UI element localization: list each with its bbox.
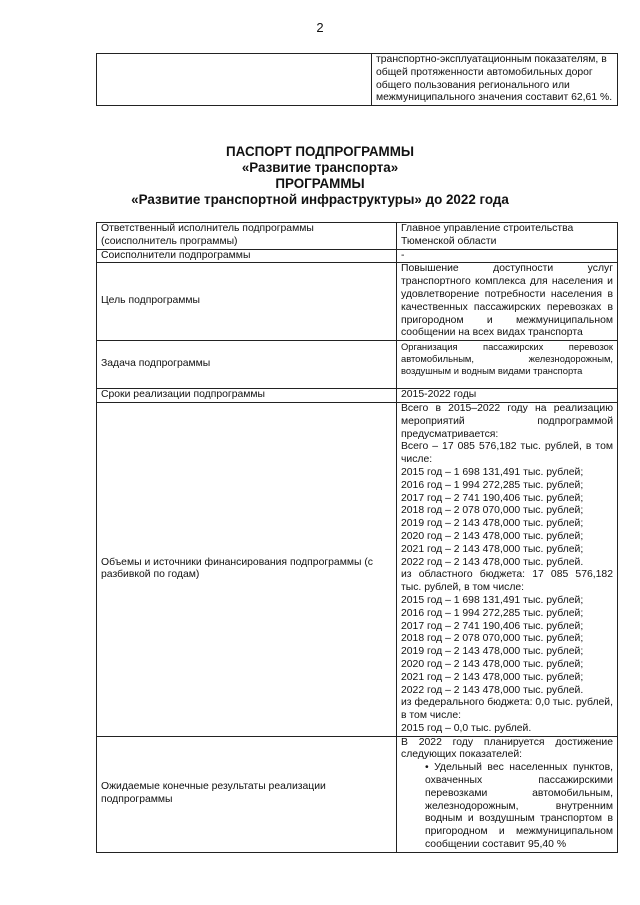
text-line: Тюменской области bbox=[401, 235, 497, 247]
funding-federal-year: 2015 год – 0,0 тыс. рублей. bbox=[401, 722, 532, 734]
text-line: общего пользования регионального или bbox=[376, 79, 570, 91]
table-row-coexecutors bbox=[97, 249, 618, 263]
funding-year-line: 2016 год – 1 994 272,285 тыс. рублей; bbox=[401, 607, 584, 619]
table-row-task bbox=[97, 341, 618, 389]
funding-value bbox=[397, 402, 618, 736]
title-line-3: ПРОГРАММЫ bbox=[275, 176, 365, 191]
funding-year-line: 2016 год – 1 994 272,285 тыс. рублей; bbox=[401, 479, 584, 491]
goal-label: Цель подпрограммы bbox=[97, 263, 397, 341]
period-label: Сроки реализации подпрограммы bbox=[97, 389, 397, 403]
text-line: Ответственный исполнитель подпрограммы bbox=[101, 223, 314, 234]
funding-year-line: 2020 год – 2 143 478,000 тыс. рублей; bbox=[401, 658, 584, 670]
text-line: общей протяженности автомобильных дорог bbox=[376, 66, 593, 78]
funding-year-line: 2021 год – 2 143 478,000 тыс. рублей; bbox=[401, 543, 584, 555]
table-row-goal bbox=[97, 263, 618, 341]
results-bullet: • Удельный вес населенных пунктов, охваченных пассажирскими перевозками автомобильным, железнодорожным, внутренним водным и воздушным транспортом в пригородном и межмуниципальном сообщении составит 95,40 % bbox=[425, 762, 613, 851]
funding-year-line: 2019 год – 2 143 478,000 тыс. рублей; bbox=[401, 646, 584, 658]
goal-value: Повышение доступности услуг транспортного комплекса для населения и удовлетворение потребности населения в качественных пассажирских перевозках в пригородном и межмуниципальном сообщении на всех видах транспорта bbox=[397, 263, 618, 341]
funding-year-line: 2019 год – 2 143 478,000 тыс. рублей; bbox=[401, 518, 584, 530]
funding-total: Всего – 17 085 576,182 тыс. рублей, в том числе: bbox=[401, 441, 613, 466]
results-intro: В 2022 году планируется достижение следующих показателей: bbox=[401, 736, 613, 761]
funding-intro: Всего в 2015–2022 году на реализацию мероприятий подпрограммой предусматривается: bbox=[401, 402, 613, 440]
results-value bbox=[397, 736, 618, 852]
funding-year-line: 2022 год – 2 143 478,000 тыс. рублей. bbox=[401, 684, 584, 696]
continuation-table bbox=[96, 53, 618, 106]
title-line-4: «Развитие транспортной инфраструктуры» до 2022 года bbox=[131, 192, 509, 207]
funding-year-line: 2018 год – 2 078 070,000 тыс. рублей; bbox=[401, 505, 584, 517]
funding-label: Объемы и источники финансирования подпрограммы (с разбивкой по годам) bbox=[97, 402, 397, 736]
passport-table bbox=[96, 222, 618, 853]
funding-regional: из областного бюджета: 17 085 576,182 тыс. рублей, в том числе: bbox=[401, 569, 613, 594]
executor-value bbox=[397, 223, 618, 250]
text-line: Главное управление строительства bbox=[401, 223, 574, 234]
funding-year-line: 2017 год – 2 741 190,406 тыс. рублей; bbox=[401, 620, 584, 632]
executor-label bbox=[97, 223, 397, 250]
coexecutors-value: - bbox=[397, 249, 618, 263]
table-row-period bbox=[97, 389, 618, 403]
table-row-funding bbox=[97, 402, 618, 736]
page-number: 2 bbox=[316, 20, 324, 35]
funding-year-line: 2017 год – 2 741 190,406 тыс. рублей; bbox=[401, 492, 584, 504]
table-row-results bbox=[97, 736, 618, 852]
continuation-text-cell bbox=[372, 54, 618, 106]
text-line: межмуниципального значения составит 62,61 %. bbox=[376, 92, 613, 104]
funding-year-line: 2021 год – 2 143 478,000 тыс. рублей; bbox=[401, 671, 584, 683]
title-line-1: ПАСПОРТ ПОДПРОГРАММЫ bbox=[226, 144, 414, 159]
text-line: (соисполнитель программы) bbox=[101, 235, 238, 247]
funding-year-line: 2022 год – 2 143 478,000 тыс. рублей. bbox=[401, 556, 584, 568]
task-label: Задача подпрограммы bbox=[97, 341, 397, 389]
coexecutors-label: Соисполнители подпрограммы bbox=[97, 249, 397, 263]
funding-federal: из федерального бюджета: 0,0 тыс. рублей, в том числе: bbox=[401, 697, 613, 722]
funding-year-line: 2015 год – 1 698 131,491 тыс. рублей; bbox=[401, 594, 584, 606]
task-value: Организация пассажирских перевозок автомобильным, железнодорожным, воздушным и водным видами транспорта bbox=[397, 341, 618, 389]
funding-year-line: 2020 год – 2 143 478,000 тыс. рублей; bbox=[401, 530, 584, 542]
table-row bbox=[97, 54, 618, 106]
funding-year-line: 2015 год – 1 698 131,491 тыс. рублей; bbox=[401, 466, 584, 478]
results-label: Ожидаемые конечные результаты реализации подпрограммы bbox=[97, 736, 397, 852]
empty-cell bbox=[97, 54, 372, 106]
text-line: транспортно-эксплуатационным показателям, в bbox=[376, 54, 607, 65]
document-title bbox=[0, 144, 640, 208]
funding-year-line: 2018 год – 2 078 070,000 тыс. рублей; bbox=[401, 633, 584, 645]
table-row-executor bbox=[97, 223, 618, 250]
period-value: 2015-2022 годы bbox=[397, 389, 618, 403]
title-line-2: «Развитие транспорта» bbox=[241, 160, 399, 175]
